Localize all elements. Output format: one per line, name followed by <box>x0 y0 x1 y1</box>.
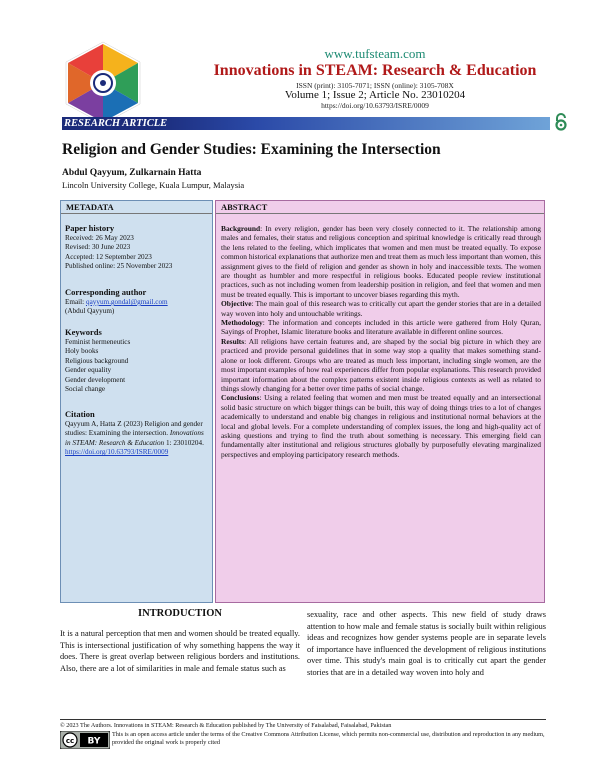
keyword-item: Gender development <box>65 375 126 384</box>
citation-journal: Innovations in STEAM: Research & Education <box>65 429 204 447</box>
background-label: Background <box>221 224 261 233</box>
journal-logo-icon <box>62 40 144 126</box>
keywords-section <box>65 327 211 394</box>
conclusions-text: : Using a related feeling that women and men must be treated equally and an intersectional solid basic structure on which bigger things can be built, this way of doing things tries to a lot of changes academically to understand and enable big changes in religious and institutional normal behaviors at the local and global levels. For a complete understanding of complex issues, the long and high-quality act of asking questions and trying to find the truth about something is necessary. This emerging field can fundamentally alter institutional and religious structures globally by purposefully elevating marginalized perspectives and employing participatory research methods. <box>221 393 541 459</box>
abstract-conclusions <box>221 393 541 459</box>
received-date: Received: 26 May 2023 <box>65 234 134 242</box>
introduction-heading: INTRODUCTION <box>137 608 222 619</box>
citation-section <box>65 409 211 458</box>
svg-text:cc: cc <box>65 737 75 745</box>
footer-divider <box>60 719 546 720</box>
citation-text <box>65 420 211 448</box>
email-line <box>65 298 211 307</box>
keyword-item: Religious background <box>65 356 129 365</box>
license-text: This is an open access article under the terms of the Creative Commons Attribution License, which permits non-commercial use, distribution and reproduction in any medium, provided the original work is properly cited <box>112 731 545 746</box>
keyword-item: Gender equality <box>65 366 112 375</box>
paper-history-heading: Paper history <box>65 223 115 233</box>
volume-line: Volume 1; Issue 2; Article No. 23010204 <box>284 89 466 101</box>
article-type-label: RESEARCH ARTICLE <box>64 118 168 129</box>
article-authors: Abdul Qayyum, Zulkarnain Hatta <box>62 168 202 178</box>
author-affiliation: Lincoln University College, Kuala Lumpur, Malaysia <box>62 180 245 190</box>
results-label: Results <box>221 336 245 346</box>
open-access-icon <box>553 113 569 131</box>
accepted-date: Accepted: 12 September 2023 <box>65 252 152 261</box>
journal-name: Innovations in STEAM: Research & Education <box>213 62 537 79</box>
article-title: Religion and Gender Studies: Examining the Intersection <box>62 141 441 158</box>
citation-heading: Citation <box>65 409 95 419</box>
corresponding-author <box>65 287 211 317</box>
keyword-item: Social change <box>65 385 106 394</box>
cc-by-icon <box>60 731 110 749</box>
citation-volume: 1: 23010204. <box>164 438 204 447</box>
paper-history <box>65 223 211 272</box>
published-date: Published online: 25 November 2023 <box>65 262 173 271</box>
results-text: : All religions have certain features and, are shaped by the social big picture in which they are practiced and provide personal guidelines that in some way stop a quality that makes something stand-alone or look different. Groups who are treated as much less important, including single women, are the most important examples of how real experiences differ from popular explanations. This research provided important information about the complex patterns existent inside religious contexts as well as related to things slowly changing for a better over time paths of social change. <box>221 336 541 393</box>
corresponding-heading: Corresponding author <box>65 287 147 297</box>
abstract-methodology <box>221 318 541 337</box>
abstract-panel <box>215 200 545 603</box>
abstract-body <box>221 224 541 459</box>
abstract-background <box>221 224 541 299</box>
abstract-results <box>221 337 541 393</box>
keywords-heading: Keywords <box>65 327 102 337</box>
objective-text: : The main goal of this research was to critically cut apart the gender stories that are in a detailed way woven into holy and untouchable writings. <box>221 299 541 318</box>
revised-date: Revised: 30 June 2023 <box>65 243 131 252</box>
objective-label: Objective <box>221 299 252 309</box>
conclusions-label: Conclusions <box>221 393 260 403</box>
email-link[interactable]: qayyum.gondal@gmail.com <box>85 298 168 306</box>
journal-website[interactable]: www.tufsteam.com <box>324 46 426 61</box>
methodology-label: Methodology <box>221 318 263 328</box>
issn-line: ISSN (print): 3105-7071; ISSN (online): 3105-708X <box>296 81 454 90</box>
metadata-heading: METADATA <box>61 201 212 214</box>
corresponding-name: (Abdul Qayyum) <box>65 307 115 316</box>
abstract-heading: ABSTRACT <box>216 201 544 214</box>
keyword-item: Feminist hermeneutics <box>65 338 131 346</box>
cc-by-text: BY <box>87 736 101 747</box>
metadata-panel <box>60 200 213 603</box>
body-column-right: sexuality, race and other aspects. This new field of study draws attention to how male and female status is socially built within religious ideas and recognizes how gender systems people are in separate levels of importance have influenced the development of religious institutions over time. This study's main goal is to critically cut apart the gender stories that are in a detailed way woven into holy and <box>307 610 546 677</box>
citation-link[interactable]: https://doi.org/10.63793/ISRE/0009 <box>65 448 169 457</box>
abstract-objective <box>221 299 541 318</box>
body-column-left: It is a natural perception that men and women should be treated equally. This is intersectional justification of why something happens the way it does. There is great overlap between religious borders and institutions. Also, there are a lot of similarities in male and female status such as <box>60 629 300 673</box>
background-text: : In every religion, gender has been very closely connected to it. The relationship among males and females, their status and religious conception and spiritual knowledge is critically read through the lens related to the feeling, which implicates that women and men must be treated equally. To expose common historical explanations that authorize men and treat them as much less important than women, this assignment gives to the field of religion and gender as shown in holy and inaccessible texts. The women are thought as humbler and more respectful in religious books. Educated people review institutional practices, such as not including women from leadership position in religion, and feel that women and men must be treated equally. This is important to uncover biases regarding this myth. <box>221 224 541 299</box>
email-label: Email: <box>65 298 85 306</box>
methodology-text: : The information and concepts included in this article were gathered from Holy Quran, Sayings of Prophet, Islamic literature books and literature available in different online sources. <box>221 318 541 337</box>
copyright-line: © 2023 The Authors. Innovations in STEAM: Research & Education published by The University of Faisalabad, Faisalabad, Pakistan <box>60 722 392 729</box>
doi-link[interactable]: https://doi.org/10.63793/ISRE/0009 <box>321 101 429 110</box>
citation-body: Qayyum A, Hatta Z (2023) Religion and gender studies: Examining the intersection. <box>65 420 203 438</box>
keyword-item: Holy books <box>65 347 99 356</box>
